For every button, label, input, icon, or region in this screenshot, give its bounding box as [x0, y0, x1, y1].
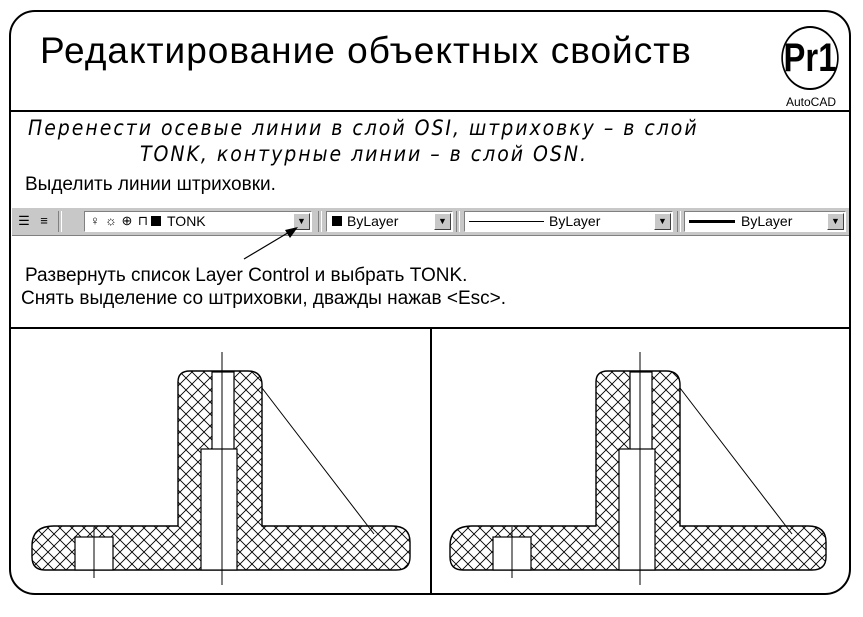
lesson-badge: Pr1: [781, 26, 838, 90]
page-title: Редактирование объектных свойств: [40, 30, 692, 71]
note-line-1: Развернуть список Layer Control и выбрать TONK.: [25, 265, 468, 286]
bulb-icon: ♀: [90, 213, 100, 228]
layer-previous-icon[interactable]: ≡: [40, 213, 48, 228]
color-value: ByLayer: [347, 213, 399, 229]
layer-manager-icon[interactable]: ☰: [18, 213, 30, 228]
instruction-line-2: TONK, контурные линии – в слой OSN.: [140, 142, 588, 166]
badge-caption: AutoCAD: [786, 95, 837, 109]
print-layer-icon: ⊕: [121, 213, 133, 228]
dropdown-arrow-icon[interactable]: ▼: [293, 213, 310, 230]
dropdown-arrow-icon[interactable]: ▼: [434, 213, 451, 230]
instruction-line-1: Перенести осевые линии в слой OSI, штриховку – в слой: [28, 116, 699, 140]
lock-icon: ⊓: [137, 213, 149, 228]
note-line-2: Снять выделение со штриховки, дважды нажав <Esc>.: [21, 288, 506, 309]
dropdown-arrow-icon[interactable]: ▼: [827, 213, 844, 230]
part-drawing-left: [32, 352, 410, 585]
linetype-value: ByLayer: [549, 213, 601, 229]
callout-arrow: [244, 227, 298, 259]
layer-value: TONK: [167, 213, 206, 229]
instruction-line-3: Выделить линии штриховки.: [25, 174, 276, 195]
part-drawing-right: [450, 352, 826, 585]
sun-icon: ☼: [105, 213, 117, 228]
lineweight-value: ByLayer: [741, 213, 793, 229]
dropdown-arrow-icon[interactable]: ▼: [654, 213, 671, 230]
